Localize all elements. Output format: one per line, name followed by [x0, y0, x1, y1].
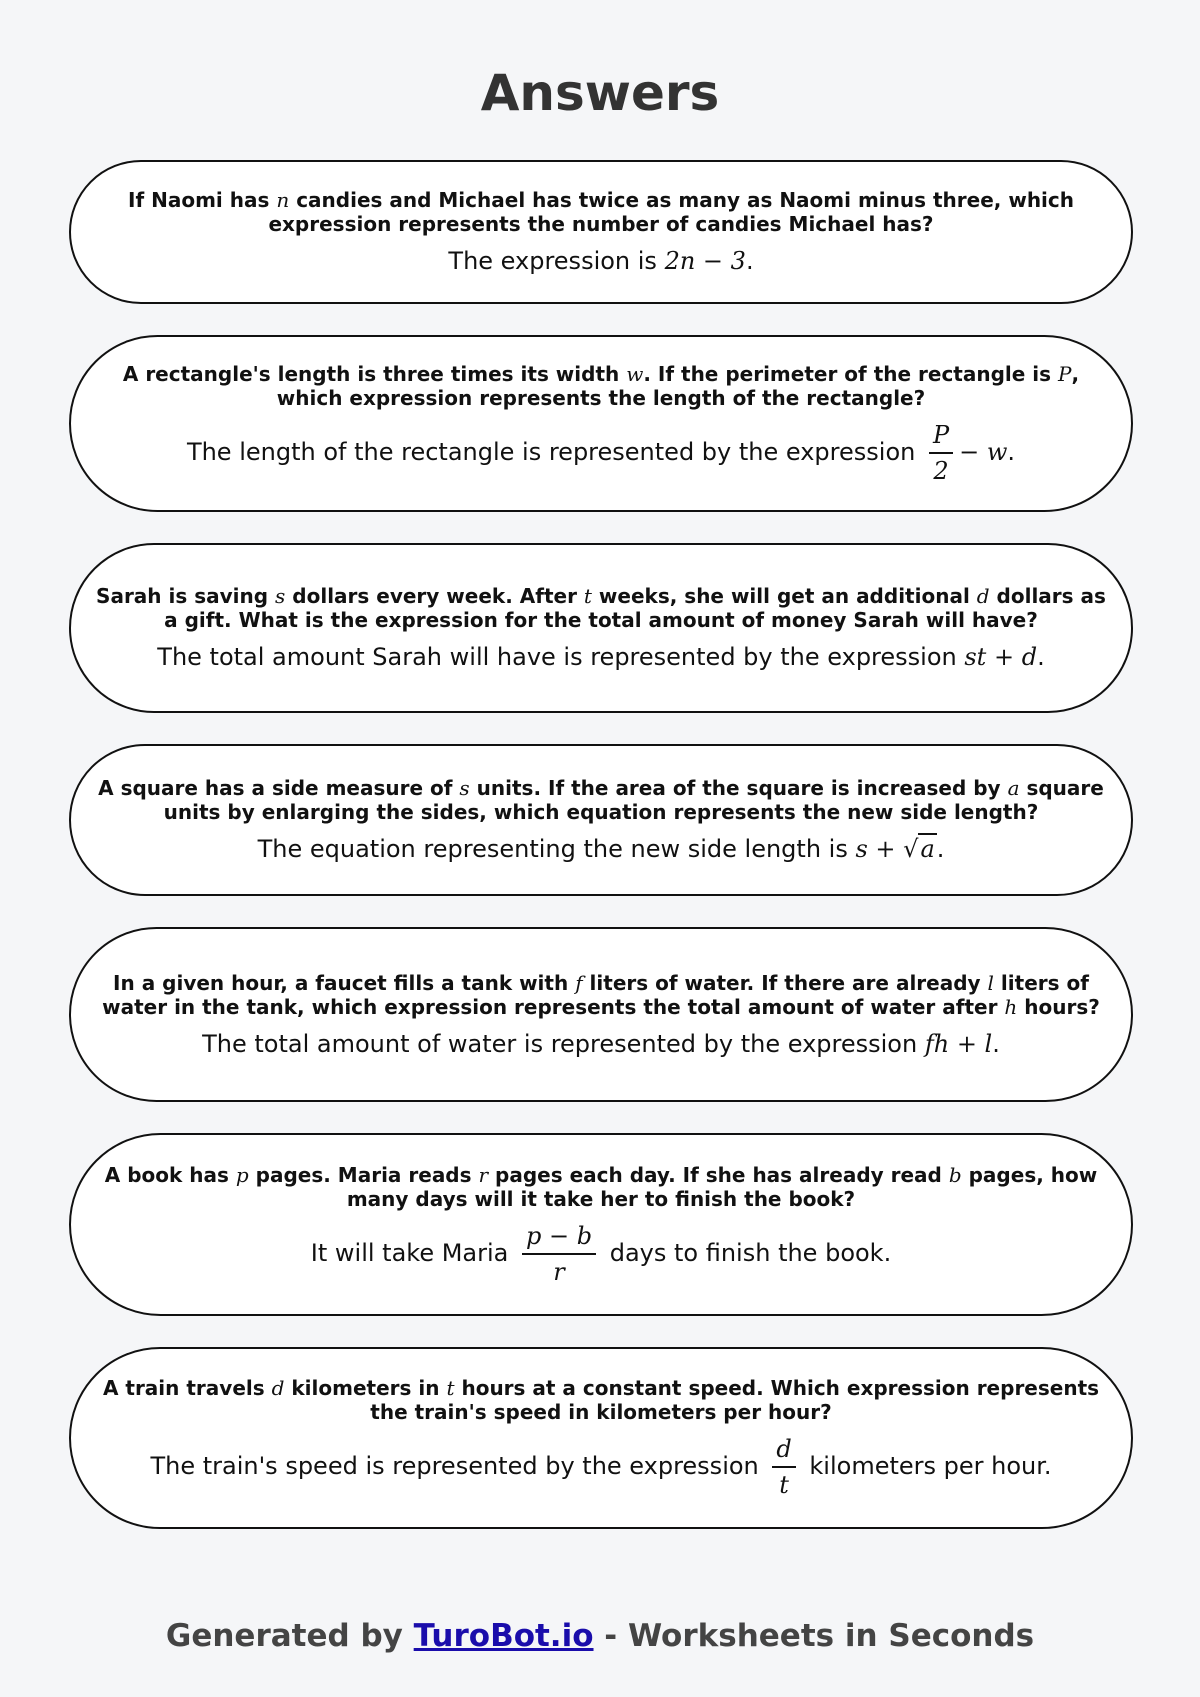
numerator: P [929, 420, 953, 454]
variable: a [1007, 776, 1020, 800]
variable: t [583, 584, 592, 608]
answer-card [69, 160, 1133, 304]
question-fragment: kilometers in [284, 1376, 447, 1400]
answer-prefix: The total amount Sarah will have is represented by the expression [157, 643, 965, 671]
answer-list [69, 160, 1133, 1560]
answer-prefix: The length of the rectangle is represented by the expression [186, 437, 923, 466]
question-fragment: dollars as a gift. What is the expression for the total amount of money Sarah will have? [164, 584, 1106, 632]
question-fragment: pages, how many days will it take her to finish the book? [346, 1162, 1098, 1211]
question-text [93, 584, 1109, 632]
question-text [93, 1163, 1109, 1211]
question-fragment: weeks, she will get an additional [591, 584, 977, 608]
question-fragment: A book has [104, 1162, 236, 1187]
variable: b [948, 1162, 962, 1187]
variable: d [271, 1376, 285, 1400]
footer-prefix: Generated by [165, 1618, 414, 1654]
expression: st + d [964, 643, 1038, 671]
question-fragment: , which expression represents the length of the rectangle? [276, 361, 1080, 410]
variable: l [987, 970, 994, 995]
turobot-link[interactable]: TuroBot.io [413, 1618, 594, 1654]
question-fragment: In a given hour, a faucet fills a tank with [113, 970, 576, 995]
denominator: 2 [933, 456, 949, 485]
answer-text [202, 1029, 1000, 1059]
denominator: r [553, 1257, 565, 1286]
answer-card [69, 744, 1133, 896]
variable: h [1004, 994, 1018, 1019]
question-fragment: If Naomi has [128, 188, 277, 212]
answer-prefix: The total amount of water is represented by the expression [202, 1029, 925, 1058]
fraction [772, 1434, 795, 1500]
question-fragment: pages. Maria reads [248, 1162, 479, 1187]
question-text [93, 971, 1109, 1019]
question-fragment: pages each day. If she has already read [488, 1162, 949, 1187]
expression: fh + l [924, 1029, 993, 1058]
answer-card [69, 927, 1133, 1102]
question-fragment: Sarah is saving [96, 584, 276, 608]
answer-prefix: The train's speed is represented by the expression [150, 1452, 767, 1480]
answer-suffix: . [1037, 643, 1045, 671]
answer-prefix: The equation representing the new side length is [257, 835, 856, 863]
variable: d [976, 584, 990, 608]
question-text [93, 362, 1109, 410]
question-fragment: A train travels [102, 1376, 272, 1400]
fraction [929, 420, 953, 486]
answer-suffix: kilometers per hour. [801, 1452, 1052, 1480]
question-fragment: hours at a constant speed. Which expression represents the train's speed in kilometers per hour? [370, 1376, 1100, 1424]
variable: P [1058, 361, 1072, 386]
question-fragment: units. If the area of the square is increased by [469, 776, 1008, 800]
numerator: p − b [522, 1221, 596, 1255]
question-fragment: A square has a side measure of [98, 776, 460, 800]
variable: p [235, 1162, 249, 1187]
page-title: Answers [480, 64, 720, 122]
answer-text [187, 420, 1015, 486]
question-text [93, 776, 1109, 824]
answer-card [69, 543, 1133, 713]
square-root: √a [903, 835, 935, 863]
question-fragment: hours? [1017, 994, 1100, 1019]
question-fragment: A rectangle's length is three times its width [122, 361, 627, 386]
answer-suffix: . [936, 835, 945, 863]
answer-card [69, 1347, 1133, 1529]
answer-card [69, 1133, 1133, 1316]
answer-text [150, 1434, 1051, 1500]
radicand: a [920, 835, 935, 863]
numerator: d [772, 1434, 795, 1468]
answer-suffix: days to finish the book. [602, 1238, 892, 1267]
expression: s + [855, 835, 904, 863]
question-fragment: . If the perimeter of the rectangle is [643, 361, 1059, 386]
variable: s [275, 584, 286, 608]
question-fragment: square units by enlarging the sides, which equation represents the new side length? [163, 776, 1104, 824]
variable: w [626, 361, 644, 386]
variable: s [459, 776, 470, 800]
denominator: t [779, 1471, 789, 1499]
question-text [93, 188, 1109, 236]
expression: 2n − 3 [664, 247, 746, 275]
footer-suffix: - Worksheets in Seconds [593, 1618, 1035, 1654]
answer-text [448, 246, 753, 276]
answer-suffix: . [1007, 437, 1016, 466]
expression-tail: − w [959, 437, 1008, 466]
fraction [522, 1221, 596, 1287]
question-text [93, 1376, 1109, 1424]
answer-suffix: . [745, 247, 754, 275]
variable: t [446, 1376, 455, 1400]
question-fragment: liters of water. If there are already [582, 970, 988, 995]
answer-text [258, 834, 945, 864]
question-fragment: candies and Michael has twice as many as Naomi minus three, which expression represents the number of candies Michael has? [268, 188, 1074, 236]
answer-text [311, 1221, 891, 1287]
variable: n [276, 188, 290, 212]
answer-prefix: It will take Maria [310, 1238, 516, 1267]
variable: f [575, 970, 583, 995]
answer-suffix: . [992, 1029, 1000, 1058]
question-fragment: dollars every week. After [285, 584, 584, 608]
footer [0, 1618, 1200, 1654]
answer-text [157, 642, 1044, 672]
question-fragment: liters of water in the tank, which expression represents the total amount of water after [102, 970, 1089, 1019]
answer-prefix: The expression is [448, 247, 665, 275]
variable: r [478, 1162, 489, 1187]
answer-card [69, 335, 1133, 512]
